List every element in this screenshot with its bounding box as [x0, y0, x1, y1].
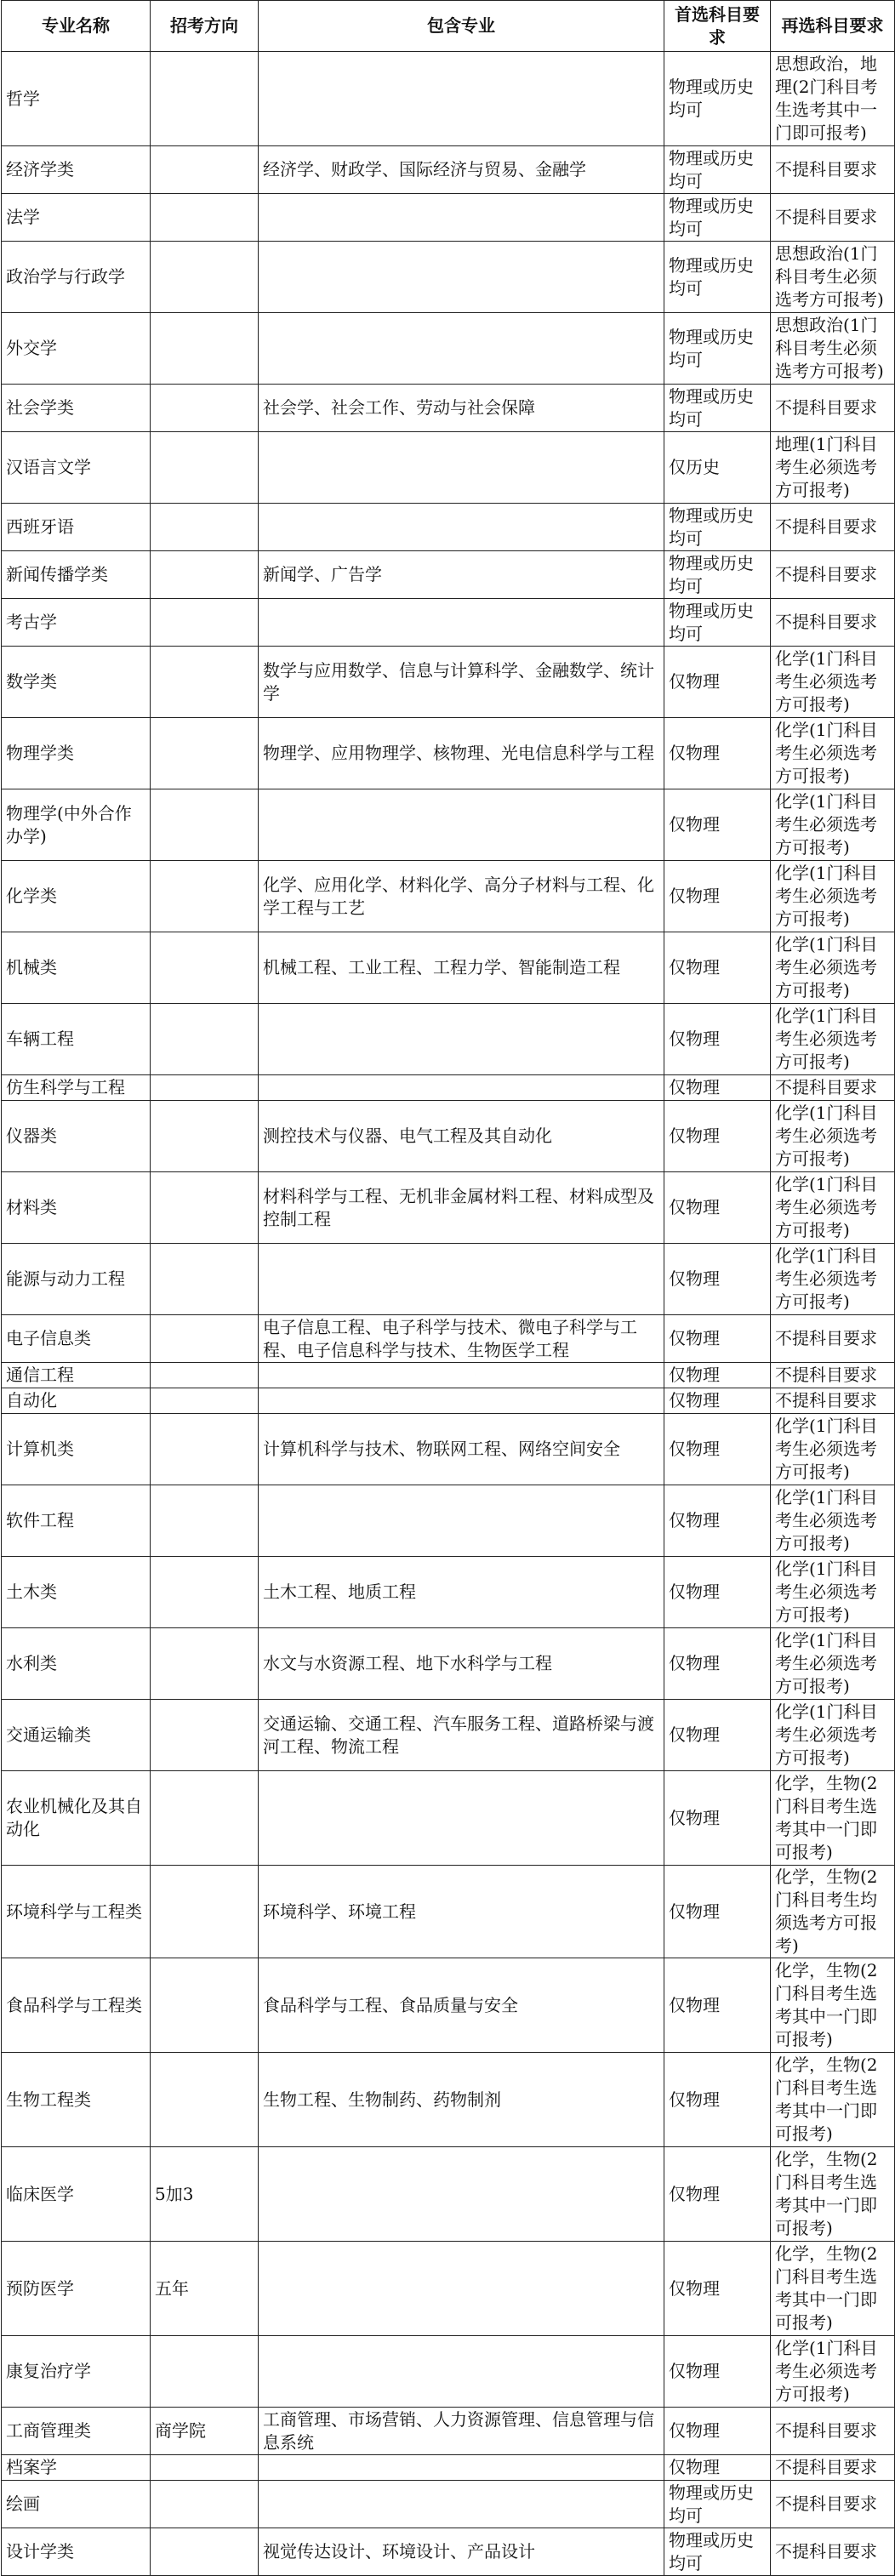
- cell-major-name: 环境科学与工程类: [2, 1866, 151, 1958]
- cell-first-subject: 仅物理: [664, 1485, 771, 1557]
- cell-included-majors: 数学与应用数学、信息与计算科学、金融数学、统计学: [259, 647, 664, 718]
- cell-major-name: 外交学: [2, 313, 151, 385]
- table-row: [2, 2336, 895, 2408]
- cell-direction: [151, 1101, 259, 1172]
- cell-second-subject: 不提科目要求: [771, 146, 895, 194]
- cell-included-majors: [259, 1004, 664, 1075]
- table-row: [2, 2408, 895, 2455]
- table-row: [2, 599, 895, 647]
- table-row: [2, 194, 895, 242]
- cell-direction: [151, 861, 259, 932]
- cell-major-name: 法学: [2, 194, 151, 242]
- cell-major-name: 新闻传播学类: [2, 551, 151, 599]
- table-row: [2, 2455, 895, 2481]
- cell-second-subject: 化学(1门科目考生必须选考方可报考): [771, 1004, 895, 1075]
- cell-direction: [151, 1363, 259, 1388]
- cell-first-subject: 仅物理: [664, 2242, 771, 2336]
- cell-second-subject: 化学，生物(2门科目考生选考其中一门即可报考): [771, 2147, 895, 2242]
- cell-included-majors: 经济学、财政学、国际经济与贸易、金融学: [259, 146, 664, 194]
- cell-direction: [151, 1485, 259, 1557]
- table-row: [2, 1388, 895, 1414]
- header-first-subject: 首选科目要求: [664, 1, 771, 52]
- cell-direction: [151, 789, 259, 861]
- cell-major-name: 通信工程: [2, 1363, 151, 1388]
- table-body: [2, 52, 895, 2576]
- cell-first-subject: 仅物理: [664, 647, 771, 718]
- cell-major-name: 农业机械化及其自动化: [2, 1771, 151, 1866]
- cell-second-subject: 不提科目要求: [771, 2455, 895, 2481]
- cell-first-subject: 仅物理: [664, 1004, 771, 1075]
- cell-second-subject: 化学，生物(2门科目考生均须选考方可报考): [771, 1866, 895, 1958]
- cell-second-subject: 不提科目要求: [771, 2408, 895, 2455]
- cell-direction: [151, 52, 259, 146]
- cell-included-majors: [259, 194, 664, 242]
- cell-direction: [151, 1414, 259, 1485]
- cell-second-subject: 化学，生物(2门科目考生选考其中一门即可报考): [771, 2242, 895, 2336]
- table-row: [2, 1172, 895, 1244]
- cell-second-subject: 不提科目要求: [771, 551, 895, 599]
- cell-first-subject: 仅物理: [664, 2408, 771, 2455]
- cell-major-name: 康复治疗学: [2, 2336, 151, 2408]
- cell-major-name: 车辆工程: [2, 1004, 151, 1075]
- cell-second-subject: 不提科目要求: [771, 2481, 895, 2528]
- cell-direction: [151, 2336, 259, 2408]
- cell-second-subject: 不提科目要求: [771, 1075, 895, 1101]
- cell-second-subject: 思想政治，地理(2门科目考生选考其中一门即可报考): [771, 52, 895, 146]
- cell-second-subject: 化学(1门科目考生必须选考方可报考): [771, 1557, 895, 1628]
- table-row: [2, 242, 895, 313]
- cell-first-subject: 物理或历史均可: [664, 242, 771, 313]
- cell-included-majors: [259, 432, 664, 504]
- cell-included-majors: 电子信息工程、电子科学与技术、微电子科学与工程、电子信息科学与技术、生物医学工程: [259, 1315, 664, 1363]
- cell-first-subject: 仅历史: [664, 432, 771, 504]
- cell-first-subject: 仅物理: [664, 1700, 771, 1771]
- table-row: [2, 1101, 895, 1172]
- cell-direction: [151, 432, 259, 504]
- cell-included-majors: [259, 2481, 664, 2528]
- cell-second-subject: 化学(1门科目考生必须选考方可报考): [771, 1700, 895, 1771]
- cell-included-majors: 水文与水资源工程、地下水科学与工程: [259, 1628, 664, 1700]
- cell-included-majors: 交通运输、交通工程、汽车服务工程、道路桥梁与渡河工程、物流工程: [259, 1700, 664, 1771]
- table-row: [2, 2053, 895, 2147]
- cell-direction: [151, 1315, 259, 1363]
- cell-direction: [151, 194, 259, 242]
- cell-major-name: 仿生科学与工程: [2, 1075, 151, 1101]
- cell-included-majors: [259, 1388, 664, 1414]
- cell-included-majors: [259, 789, 664, 861]
- cell-direction: [151, 242, 259, 313]
- cell-included-majors: [259, 2147, 664, 2242]
- cell-included-majors: 生物工程、生物制药、药物制剂: [259, 2053, 664, 2147]
- cell-included-majors: 社会学、社会工作、劳动与社会保障: [259, 385, 664, 432]
- cell-major-name: 自动化: [2, 1388, 151, 1414]
- cell-second-subject: 不提科目要求: [771, 599, 895, 647]
- table-row: [2, 1958, 895, 2053]
- cell-direction: 商学院: [151, 2408, 259, 2455]
- cell-major-name: 预防医学: [2, 2242, 151, 2336]
- cell-major-name: 土木类: [2, 1557, 151, 1628]
- cell-first-subject: 物理或历史均可: [664, 385, 771, 432]
- table-row: [2, 647, 895, 718]
- cell-second-subject: 化学(1门科目考生必须选考方可报考): [771, 1172, 895, 1244]
- cell-direction: [151, 599, 259, 647]
- cell-second-subject: 不提科目要求: [771, 1315, 895, 1363]
- table-row: [2, 1700, 895, 1771]
- cell-major-name: 食品科学与工程类: [2, 1958, 151, 2053]
- cell-included-majors: [259, 313, 664, 385]
- cell-included-majors: 材料科学与工程、无机非金属材料工程、材料成型及控制工程: [259, 1172, 664, 1244]
- cell-direction: [151, 932, 259, 1004]
- cell-first-subject: 物理或历史均可: [664, 2481, 771, 2528]
- cell-included-majors: 测控技术与仪器、电气工程及其自动化: [259, 1101, 664, 1172]
- cell-first-subject: 仅物理: [664, 789, 771, 861]
- cell-major-name: 物理学类: [2, 718, 151, 789]
- cell-second-subject: 不提科目要求: [771, 385, 895, 432]
- cell-major-name: 能源与动力工程: [2, 1244, 151, 1315]
- cell-included-majors: [259, 599, 664, 647]
- cell-first-subject: 仅物理: [664, 1628, 771, 1700]
- cell-second-subject: 思想政治(1门科目考生必须选考方可报考): [771, 242, 895, 313]
- cell-first-subject: 仅物理: [664, 1388, 771, 1414]
- cell-included-majors: [259, 1363, 664, 1388]
- cell-first-subject: 仅物理: [664, 1866, 771, 1958]
- cell-second-subject: 化学(1门科目考生必须选考方可报考): [771, 932, 895, 1004]
- cell-direction: [151, 1557, 259, 1628]
- table-row: [2, 2147, 895, 2242]
- table-row: [2, 1557, 895, 1628]
- cell-first-subject: 仅物理: [664, 1363, 771, 1388]
- cell-major-name: 水利类: [2, 1628, 151, 1700]
- cell-included-majors: [259, 1244, 664, 1315]
- cell-direction: [151, 1771, 259, 1866]
- cell-major-name: 软件工程: [2, 1485, 151, 1557]
- subject-requirements-table: [1, 0, 895, 2576]
- cell-direction: [151, 2481, 259, 2528]
- cell-second-subject: 化学(1门科目考生必须选考方可报考): [771, 647, 895, 718]
- cell-major-name: 哲学: [2, 52, 151, 146]
- cell-major-name: 机械类: [2, 932, 151, 1004]
- cell-included-majors: 食品科学与工程、食品质量与安全: [259, 1958, 664, 2053]
- table-row: [2, 1628, 895, 1700]
- cell-included-majors: 土木工程、地质工程: [259, 1557, 664, 1628]
- cell-second-subject: 思想政治(1门科目考生必须选考方可报考): [771, 313, 895, 385]
- cell-direction: [151, 1172, 259, 1244]
- cell-first-subject: 物理或历史均可: [664, 52, 771, 146]
- cell-direction: [151, 1958, 259, 2053]
- table-row: [2, 1485, 895, 1557]
- cell-direction: [151, 313, 259, 385]
- cell-first-subject: 仅物理: [664, 1244, 771, 1315]
- table-row: [2, 1771, 895, 1866]
- table-row: [2, 313, 895, 385]
- cell-direction: [151, 718, 259, 789]
- table-row: [2, 1004, 895, 1075]
- table-row: [2, 1363, 895, 1388]
- cell-second-subject: 地理(1门科目考生必须选考方可报考): [771, 432, 895, 504]
- cell-second-subject: 不提科目要求: [771, 1388, 895, 1414]
- cell-major-name: 工商管理类: [2, 2408, 151, 2455]
- table-row: [2, 2242, 895, 2336]
- cell-direction: 五年: [151, 2242, 259, 2336]
- cell-first-subject: 仅物理: [664, 2053, 771, 2147]
- cell-second-subject: 化学(1门科目考生必须选考方可报考): [771, 718, 895, 789]
- cell-second-subject: 化学(1门科目考生必须选考方可报考): [771, 789, 895, 861]
- cell-second-subject: 不提科目要求: [771, 2528, 895, 2576]
- cell-major-name: 生物工程类: [2, 2053, 151, 2147]
- table-row: [2, 2528, 895, 2576]
- cell-first-subject: 仅物理: [664, 1557, 771, 1628]
- cell-first-subject: 物理或历史均可: [664, 194, 771, 242]
- cell-first-subject: 仅物理: [664, 1075, 771, 1101]
- table-row: [2, 1414, 895, 1485]
- cell-second-subject: 化学(1门科目考生必须选考方可报考): [771, 1485, 895, 1557]
- table-row: [2, 1244, 895, 1315]
- table-row: [2, 1315, 895, 1363]
- cell-direction: [151, 1388, 259, 1414]
- cell-major-name: 交通运输类: [2, 1700, 151, 1771]
- cell-included-majors: 新闻学、广告学: [259, 551, 664, 599]
- cell-second-subject: 化学，生物(2门科目考生选考其中一门即可报考): [771, 1958, 895, 2053]
- cell-major-name: 经济学类: [2, 146, 151, 194]
- header-second-subject: 再选科目要求: [771, 1, 895, 52]
- cell-major-name: 数学类: [2, 647, 151, 718]
- cell-first-subject: 仅物理: [664, 932, 771, 1004]
- table-row: [2, 551, 895, 599]
- cell-second-subject: 不提科目要求: [771, 194, 895, 242]
- cell-first-subject: 仅物理: [664, 1101, 771, 1172]
- cell-first-subject: 仅物理: [664, 1315, 771, 1363]
- cell-direction: 5加3: [151, 2147, 259, 2242]
- cell-included-majors: [259, 1771, 664, 1866]
- cell-major-name: 计算机类: [2, 1414, 151, 1485]
- cell-first-subject: 物理或历史均可: [664, 551, 771, 599]
- cell-second-subject: 化学(1门科目考生必须选考方可报考): [771, 1414, 895, 1485]
- cell-first-subject: 仅物理: [664, 2147, 771, 2242]
- table-row: [2, 1075, 895, 1101]
- cell-direction: [151, 1700, 259, 1771]
- table-row: [2, 432, 895, 504]
- cell-included-majors: 计算机科学与技术、物联网工程、网络空间安全: [259, 1414, 664, 1485]
- cell-first-subject: 仅物理: [664, 718, 771, 789]
- cell-included-majors: 化学、应用化学、材料化学、高分子材料与工程、化学工程与工艺: [259, 861, 664, 932]
- cell-first-subject: 仅物理: [664, 1414, 771, 1485]
- cell-second-subject: 化学，生物(2门科目考生选考其中一门即可报考): [771, 1771, 895, 1866]
- cell-direction: [151, 551, 259, 599]
- cell-major-name: 汉语言文学: [2, 432, 151, 504]
- cell-first-subject: 仅物理: [664, 2455, 771, 2481]
- cell-included-majors: 环境科学、环境工程: [259, 1866, 664, 1958]
- table-row: [2, 718, 895, 789]
- cell-major-name: 社会学类: [2, 385, 151, 432]
- cell-direction: [151, 2528, 259, 2576]
- table-row: [2, 504, 895, 551]
- cell-major-name: 电子信息类: [2, 1315, 151, 1363]
- cell-direction: [151, 385, 259, 432]
- cell-included-majors: [259, 242, 664, 313]
- cell-direction: [151, 146, 259, 194]
- cell-major-name: 考古学: [2, 599, 151, 647]
- cell-direction: [151, 1866, 259, 1958]
- cell-first-subject: 仅物理: [664, 1771, 771, 1866]
- cell-second-subject: 化学(1门科目考生必须选考方可报考): [771, 1101, 895, 1172]
- cell-major-name: 绘画: [2, 2481, 151, 2528]
- cell-first-subject: 物理或历史均可: [664, 146, 771, 194]
- cell-included-majors: 物理学、应用物理学、核物理、光电信息科学与工程: [259, 718, 664, 789]
- cell-direction: [151, 1075, 259, 1101]
- cell-second-subject: 不提科目要求: [771, 1363, 895, 1388]
- cell-second-subject: 不提科目要求: [771, 504, 895, 551]
- cell-major-name: 化学类: [2, 861, 151, 932]
- cell-first-subject: 物理或历史均可: [664, 2528, 771, 2576]
- cell-major-name: 材料类: [2, 1172, 151, 1244]
- cell-included-majors: [259, 2455, 664, 2481]
- cell-direction: [151, 1244, 259, 1315]
- cell-second-subject: 化学(1门科目考生必须选考方可报考): [771, 1244, 895, 1315]
- header-major-name: 专业名称: [2, 1, 151, 52]
- cell-first-subject: 仅物理: [664, 861, 771, 932]
- table-row: [2, 2481, 895, 2528]
- cell-major-name: 档案学: [2, 2455, 151, 2481]
- table-row: [2, 932, 895, 1004]
- header-direction: 招考方向: [151, 1, 259, 52]
- cell-major-name: 仪器类: [2, 1101, 151, 1172]
- table-row: [2, 789, 895, 861]
- cell-direction: [151, 1628, 259, 1700]
- header-included-majors: 包含专业: [259, 1, 664, 52]
- cell-direction: [151, 1004, 259, 1075]
- cell-first-subject: 物理或历史均可: [664, 504, 771, 551]
- table-row: [2, 861, 895, 932]
- cell-included-majors: [259, 1485, 664, 1557]
- cell-major-name: 西班牙语: [2, 504, 151, 551]
- cell-included-majors: [259, 504, 664, 551]
- table-row: [2, 52, 895, 146]
- cell-included-majors: [259, 1075, 664, 1101]
- cell-first-subject: 物理或历史均可: [664, 599, 771, 647]
- table-header-row: [2, 1, 895, 52]
- table-row: [2, 146, 895, 194]
- cell-major-name: 物理学(中外合作办学): [2, 789, 151, 861]
- cell-second-subject: 化学，生物(2门科目考生选考其中一门即可报考): [771, 2053, 895, 2147]
- cell-included-majors: 视觉传达设计、环境设计、产品设计: [259, 2528, 664, 2576]
- cell-direction: [151, 2053, 259, 2147]
- cell-second-subject: 化学(1门科目考生必须选考方可报考): [771, 1628, 895, 1700]
- cell-major-name: 设计学类: [2, 2528, 151, 2576]
- cell-included-majors: [259, 2336, 664, 2408]
- cell-direction: [151, 2455, 259, 2481]
- cell-first-subject: 仅物理: [664, 1172, 771, 1244]
- cell-first-subject: 仅物理: [664, 1958, 771, 2053]
- cell-first-subject: 仅物理: [664, 2336, 771, 2408]
- cell-second-subject: 化学(1门科目考生必须选考方可报考): [771, 2336, 895, 2408]
- cell-included-majors: [259, 2242, 664, 2336]
- cell-major-name: 政治学与行政学: [2, 242, 151, 313]
- cell-major-name: 临床医学: [2, 2147, 151, 2242]
- cell-direction: [151, 647, 259, 718]
- table-row: [2, 385, 895, 432]
- cell-included-majors: 工商管理、市场营销、人力资源管理、信息管理与信息系统: [259, 2408, 664, 2455]
- cell-first-subject: 物理或历史均可: [664, 313, 771, 385]
- cell-direction: [151, 504, 259, 551]
- cell-included-majors: [259, 52, 664, 146]
- table-row: [2, 1866, 895, 1958]
- cell-second-subject: 化学(1门科目考生必须选考方可报考): [771, 861, 895, 932]
- cell-included-majors: 机械工程、工业工程、工程力学、智能制造工程: [259, 932, 664, 1004]
